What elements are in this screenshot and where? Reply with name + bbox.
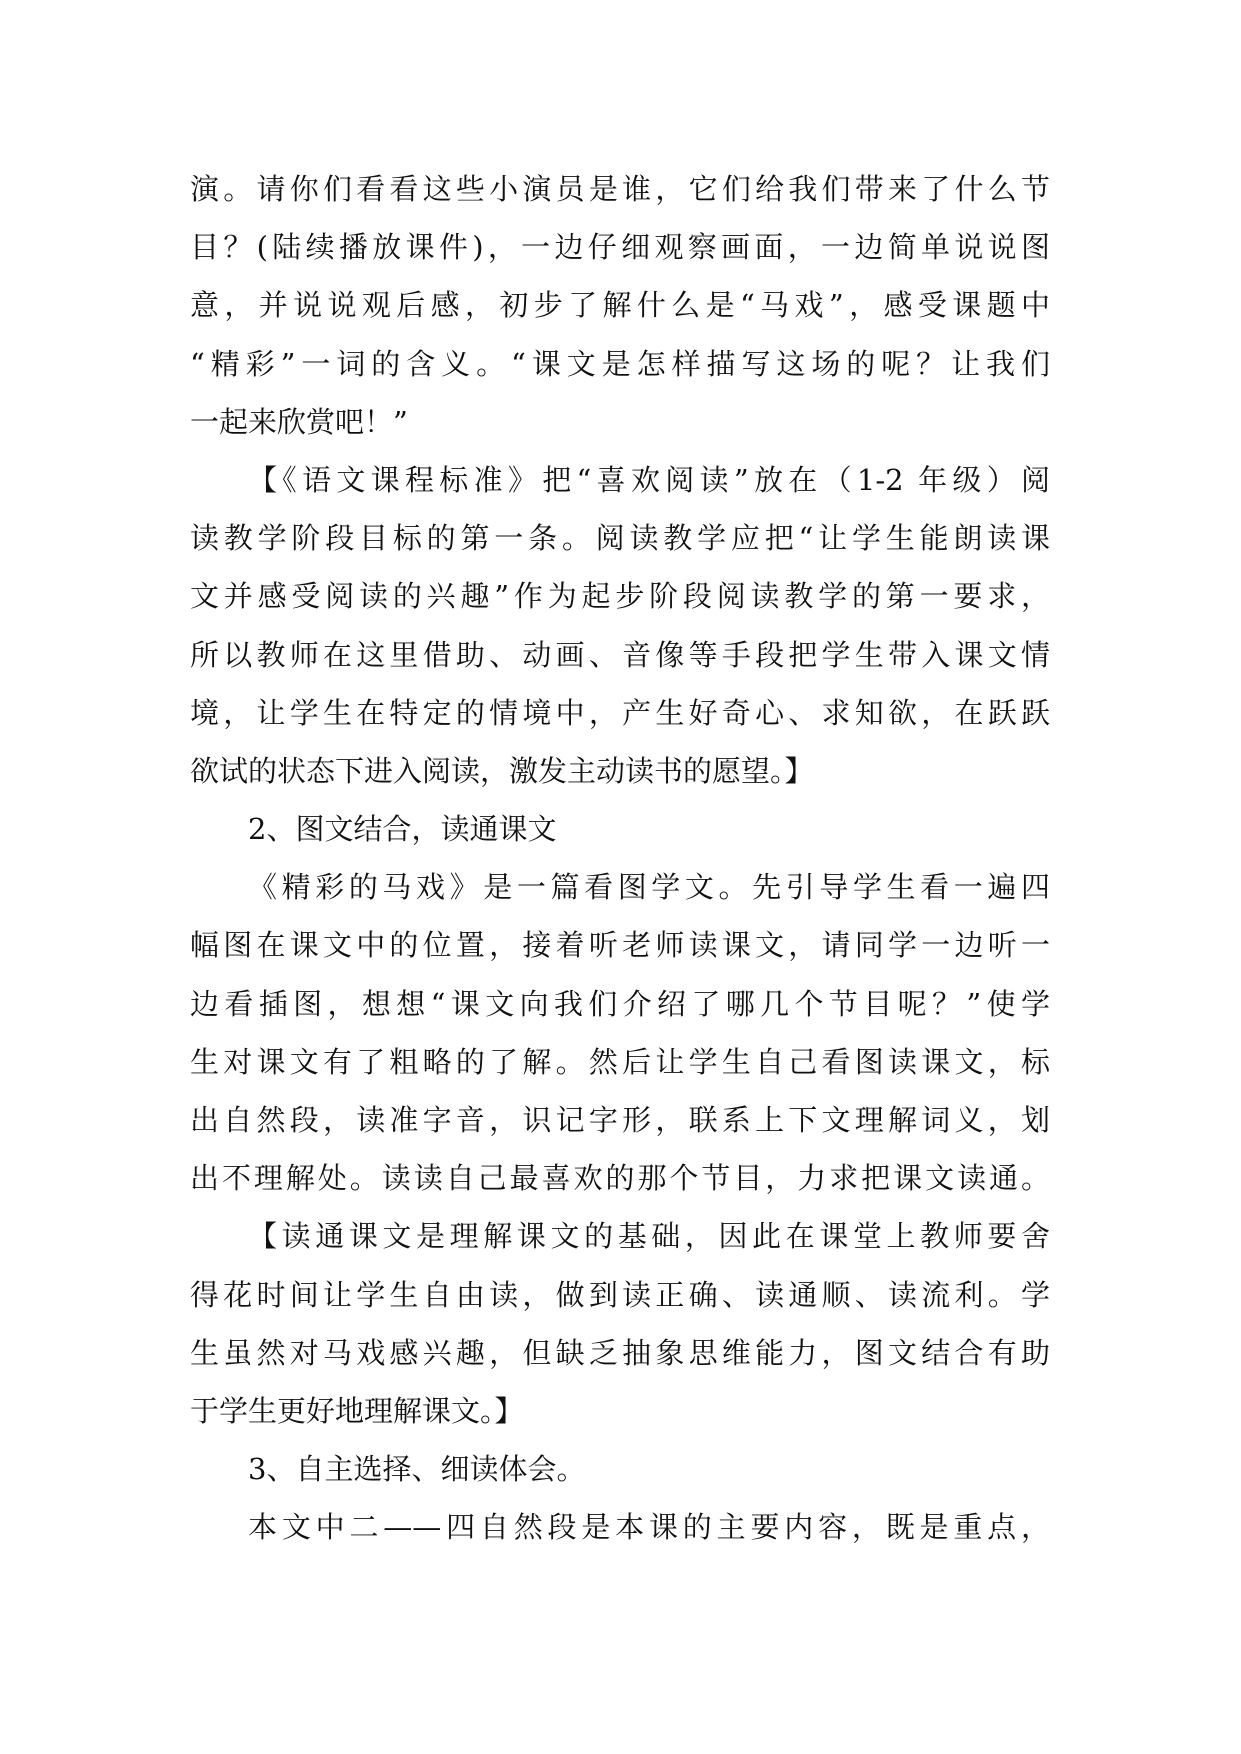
text-line: 【读通课文是理解课文的基础，因此在课堂上教师要舍 (248, 1219, 1050, 1254)
text-line: 边看插图，想想“课文向我们介绍了哪几个节目呢？”使学 (190, 986, 1050, 1021)
text-line: 《精彩的马戏》是一篇看图学文。先引导学生看一遍四 (248, 870, 1050, 905)
text-line: 读教学阶段目标的第一条。阅读教学应把“让学生能朗读课 (190, 521, 1050, 556)
text-line: 本文中二——四自然段是本课的主要内容，既是重点， (248, 1510, 1050, 1545)
text-line: 文并感受阅读的兴趣”作为起步阶段阅读教学的第一要求， (190, 579, 1050, 614)
text-line: “精彩”一词的含义。“课文是怎样描写这场的呢？让我们 (190, 346, 1050, 381)
text-line: 得花时间让学生自由读，做到读正确、读通顺、读流利。学 (190, 1277, 1050, 1312)
text-line: 出自然段，读准字音，识记字形，联系上下文理解词义，划 (190, 1103, 1050, 1137)
text-line: 【《语文课程标准》把“喜欢阅读”放在（1-2 年级）阅 (248, 462, 1050, 497)
text-line: 生对课文有了粗略的了解。然后让学生自己看图读课文，标 (190, 1044, 1050, 1079)
body-text (190, 160, 1050, 1557)
text-line: 生虽然对马戏感兴趣，但缺乏抽象思维能力，图文结合有助 (190, 1335, 1050, 1370)
text-line: 欲试的状态下进入阅读，激发主动读书的愿望。】 (190, 753, 814, 788)
text-line: 目？(陆续播放课件)，一边仔细观察画面，一边简单说说图 (190, 230, 1050, 265)
section-heading: 2、图文结合，读通课文 (248, 812, 557, 847)
section-heading: 3、自主选择、细读体会。 (248, 1452, 586, 1487)
text-line: 所以教师在这里借助、动画、音像等手段把学生带入课文情 (190, 637, 1050, 672)
text-line: 于学生更好地理解课文。】 (190, 1393, 524, 1428)
text-line: 幅图在课文中的位置，接着听老师读课文，请同学一边听一 (190, 928, 1050, 963)
text-line: 演。请你们看看这些小演员是谁，它们给我们带来了什么节 (190, 172, 1050, 206)
text-line: 意，并说说观后感，初步了解什么是“马戏”，感受课题中 (190, 288, 1050, 323)
text-line: 出不理解处。读读自己最喜欢的那个节目，力求把课文读通。 (190, 1161, 1050, 1196)
text-line: 一起来欣赏吧！” (190, 404, 408, 439)
text-line: 境，让学生在特定的情境中，产生好奇心、求知欲，在跃跃 (190, 695, 1050, 730)
